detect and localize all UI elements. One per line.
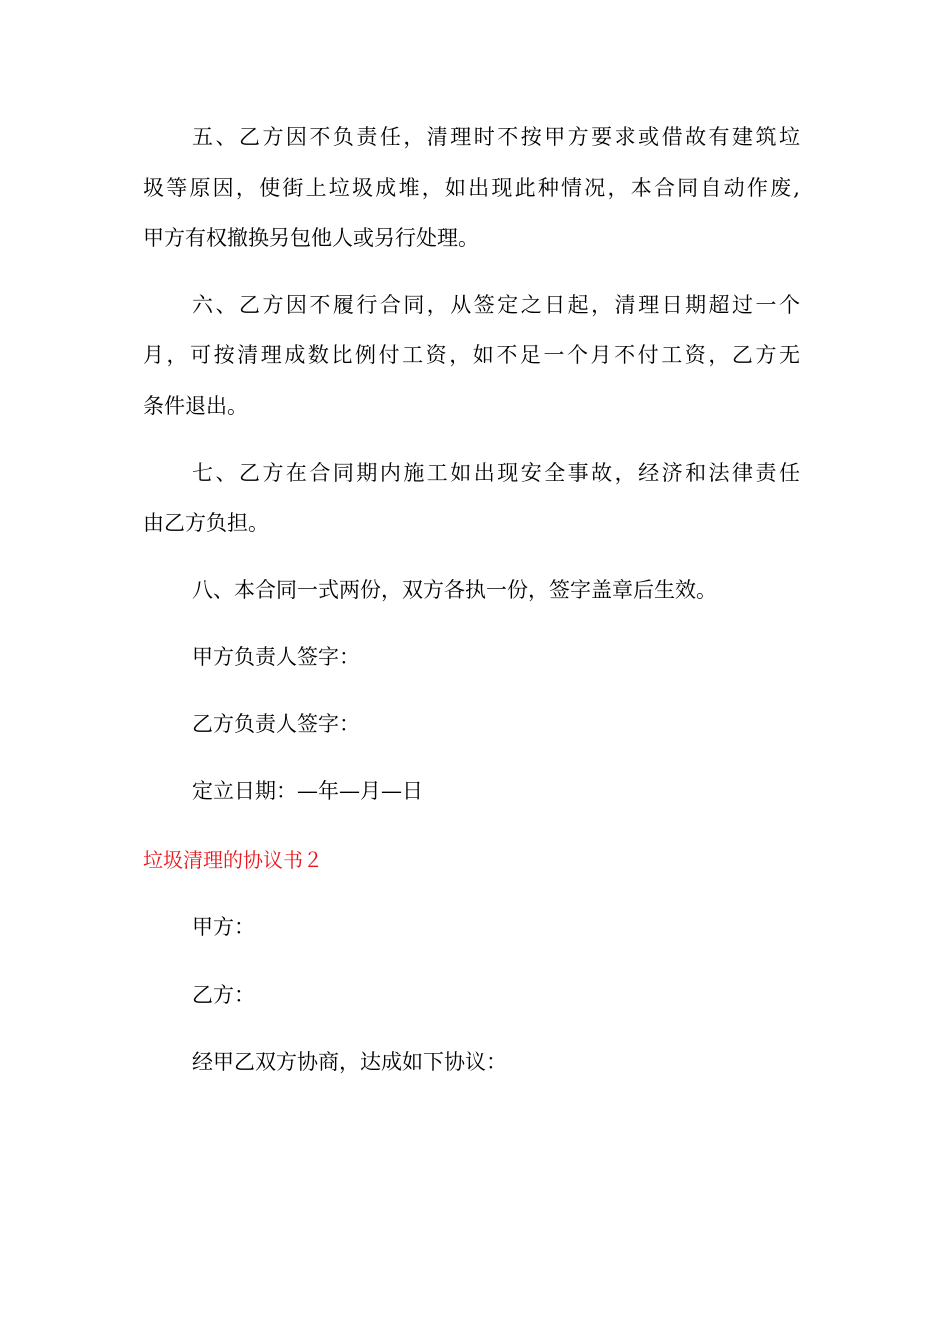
- date-line: 定立日期：—年—月—日: [192, 779, 423, 803]
- agreement-intro: 经甲乙双方协商，达成如下协议：: [192, 1050, 507, 1074]
- section-heading: 垃圾清理的协议书２: [143, 848, 323, 872]
- clause-7-line-1: 七、乙方在合同期内施工如出现安全事故，经济和法律责任: [192, 461, 800, 485]
- party-a-label: 甲方：: [192, 915, 255, 939]
- clause-6-line-3: 条件退出。: [143, 394, 248, 418]
- clause-7-line-2: 由乙方负担。: [143, 511, 269, 535]
- party-b-label: 乙方：: [192, 983, 255, 1007]
- clause-5-line-3: 甲方有权撤换另包他人或另行处理。: [143, 226, 479, 250]
- clause-5-line-1: 五、乙方因不负责任，清理时不按甲方要求或借故有建筑垃: [192, 125, 800, 149]
- clause-6-line-2: 月，可按清理成数比例付工资，如不足一个月不付工资，乙方无: [143, 343, 800, 367]
- clause-5-line-2: 圾等原因，使街上垃圾成堆，如出现此种情况，本合同自动作废,: [143, 176, 800, 200]
- party-b-signature-label: 乙方负责人签字：: [192, 712, 360, 736]
- clause-8: 八、本合同一式两份，双方各执一份，签字盖章后生效。: [192, 578, 717, 602]
- clause-6-line-1: 六、乙方因不履行合同，从签定之日起，清理日期超过一个: [192, 293, 800, 317]
- party-a-signature-label: 甲方负责人签字：: [192, 645, 360, 669]
